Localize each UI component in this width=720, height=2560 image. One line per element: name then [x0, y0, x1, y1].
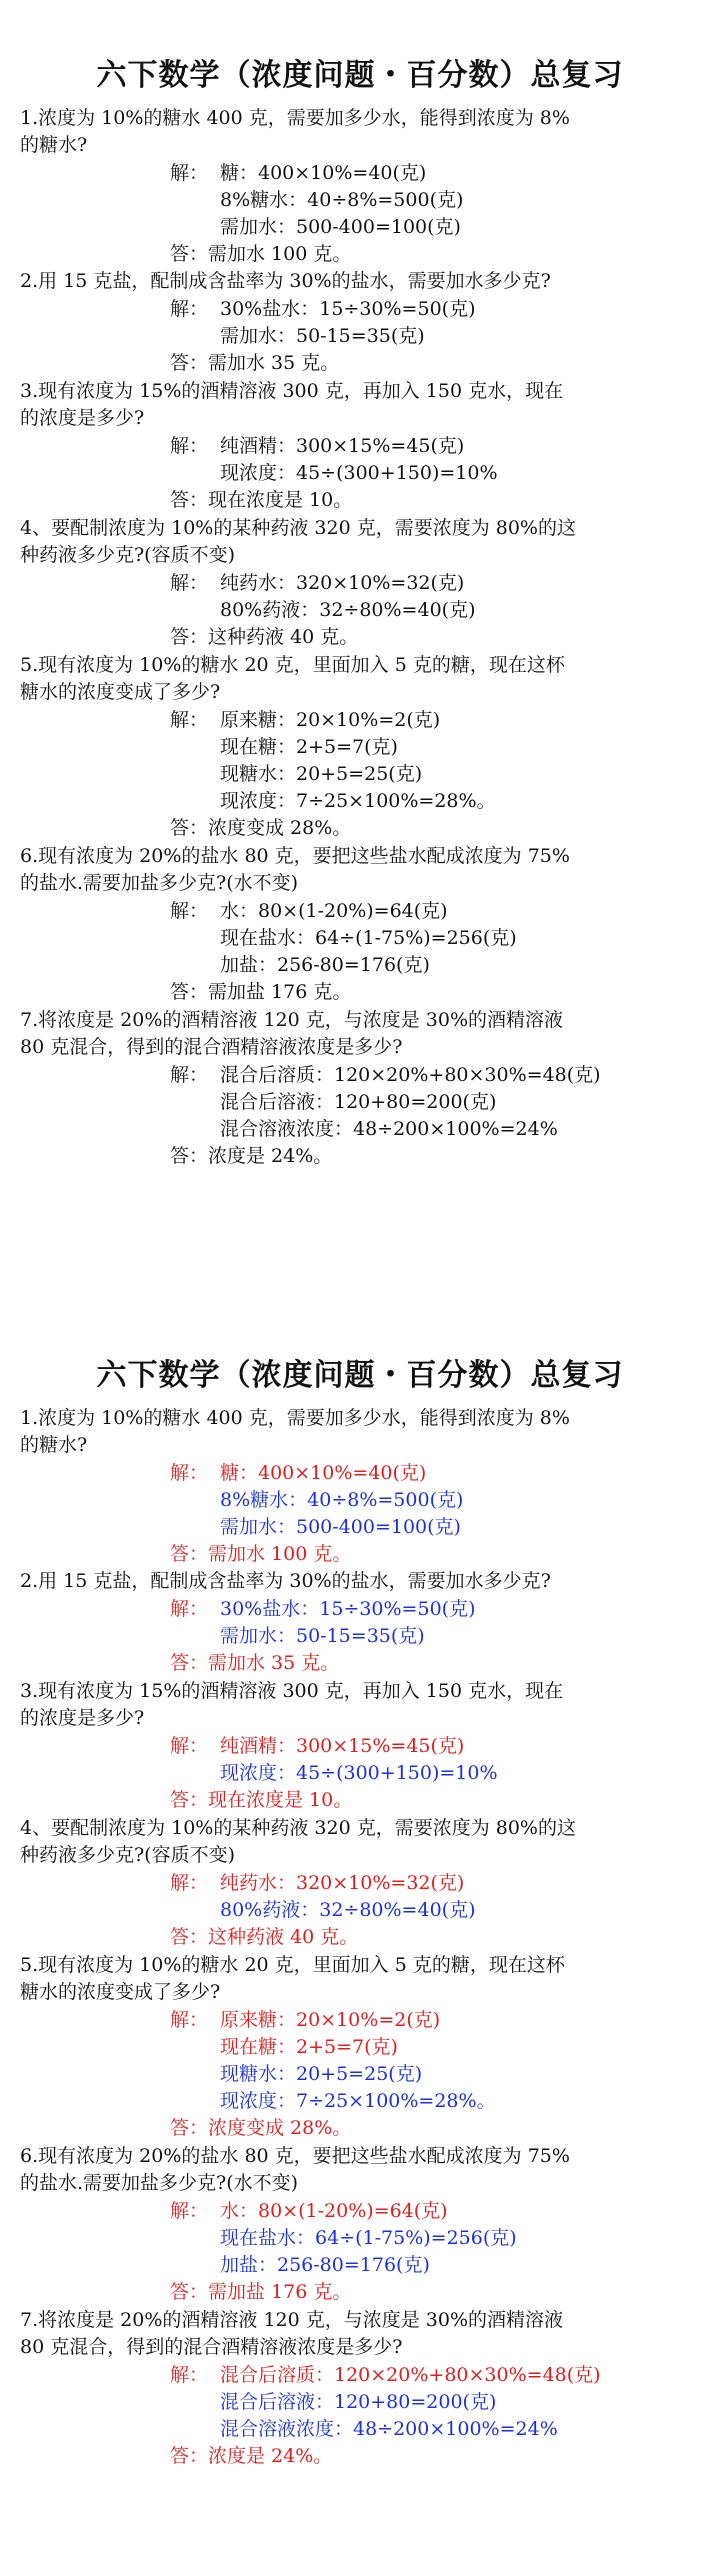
problem-4-question: 4、要配制浓度为 10%的某种药液 320 克，需要浓度为 80%的这 — [20, 1817, 576, 1839]
problem-5-step-1: 原来糖：20×10%=2(克) — [220, 2009, 441, 2031]
problem-5-solution-label: 解： — [170, 2009, 209, 2031]
problem-4-step-2: 80%药液：32÷80%=40(克) — [220, 1899, 476, 1921]
problem-2-solution-label: 解： — [170, 298, 209, 320]
problem-7-question-cont: 80 克混合，得到的混合酒精溶液浓度是多少? — [20, 1036, 403, 1058]
problem-3-step-2: 现浓度：45÷(300+150)=10% — [220, 462, 498, 484]
problem-5-step-3: 现糖水：20+5=25(克) — [220, 2063, 423, 2085]
problem-5-step-4: 现浓度：7÷25×100%=28%。 — [220, 2090, 496, 2112]
problem-1-step-2: 8%糖水：40÷8%=500(克) — [220, 1489, 464, 1511]
problem-6-step-3: 加盐：256-80=176(克) — [220, 954, 430, 976]
problem-1-answer: 答：需加水 100 克。 — [170, 243, 352, 265]
problem-6-solution-label: 解： — [170, 900, 209, 922]
worksheet-colored — [0, 1330, 720, 2560]
problem-4-question-cont: 种药液多少克?(容质不变) — [20, 1844, 236, 1866]
problem-4-answer: 答：这种药液 40 克。 — [170, 626, 359, 648]
problem-4-step-1: 纯药水：320×10%=32(克) — [220, 1872, 465, 1894]
problem-5-question-cont: 糖水的浓度变成了多少? — [20, 681, 221, 703]
problem-6-question-cont: 的盐水.需要加盐多少克?(水不变) — [20, 2172, 299, 2194]
problem-7-solution-label: 解： — [170, 2364, 209, 2386]
problem-6-question-cont: 的盐水.需要加盐多少克?(水不变) — [20, 872, 299, 894]
problem-7-step-2: 混合后溶液：120+80=200(克) — [220, 2391, 497, 2413]
problem-6-question: 6.现有浓度为 20%的盐水 80 克，要把这些盐水配成浓度为 75% — [20, 845, 570, 867]
problem-3-question-cont: 的浓度是多少? — [20, 407, 145, 429]
problem-2-solution-label: 解： — [170, 1598, 209, 1620]
problem-6-step-3: 加盐：256-80=176(克) — [220, 2254, 430, 2276]
problem-3-step-1: 纯酒精：300×15%=45(克) — [220, 435, 465, 457]
problem-6-step-1: 水：80×(1-20%)=64(克) — [220, 900, 448, 922]
problem-7-answer: 答：浓度是 24%。 — [170, 2445, 333, 2467]
problem-2-answer: 答：需加水 35 克。 — [170, 1652, 340, 1674]
problem-4-step-1: 纯药水：320×10%=32(克) — [220, 572, 465, 594]
problem-1-question-cont: 的糖水? — [20, 1434, 88, 1456]
problem-7-step-3: 混合溶液浓度：48÷200×100%=24% — [220, 2418, 558, 2440]
problem-3-step-2: 现浓度：45÷(300+150)=10% — [220, 1762, 498, 1784]
problem-7-solution-label: 解： — [170, 1064, 209, 1086]
problem-6-step-1: 水：80×(1-20%)=64(克) — [220, 2200, 448, 2222]
problem-6-answer: 答：需加盐 176 克。 — [170, 2281, 352, 2303]
problem-2-question: 2.用 15 克盐，配制成含盐率为 30%的盐水，需要加水多少克? — [20, 270, 551, 292]
worksheet-title: 六下数学（浓度问题・百分数）总复习 — [96, 1358, 624, 1393]
problem-5-step-2: 现在糖：2+5=7(克) — [220, 2036, 398, 2058]
problem-1-step-1: 糖：400×10%=40(克) — [220, 1462, 427, 1484]
problem-4-question: 4、要配制浓度为 10%的某种药液 320 克，需要浓度为 80%的这 — [20, 517, 576, 539]
problem-7-question-cont: 80 克混合，得到的混合酒精溶液浓度是多少? — [20, 2336, 403, 2358]
problem-5-answer: 答：浓度变成 28%。 — [170, 2117, 352, 2139]
problem-2-step-2: 需加水：50-15=35(克) — [220, 325, 425, 347]
problem-7-step-1: 混合后溶质：120×20%+80×30%=48(克) — [220, 2364, 601, 2386]
problem-6-solution-label: 解： — [170, 2200, 209, 2222]
problem-3-answer: 答：现在浓度是 10。 — [170, 1789, 353, 1811]
problem-5-solution-label: 解： — [170, 709, 209, 731]
problem-3-question: 3.现有浓度为 15%的酒精溶液 300 克，再加入 150 克水，现在 — [20, 380, 564, 402]
problem-4-question-cont: 种药液多少克?(容质不变) — [20, 544, 236, 566]
problem-1-question-cont: 的糖水? — [20, 134, 88, 156]
problem-3-solution-label: 解： — [170, 435, 209, 457]
problem-5-answer: 答：浓度变成 28%。 — [170, 817, 352, 839]
problem-4-step-2: 80%药液：32÷80%=40(克) — [220, 599, 476, 621]
problem-3-question-cont: 的浓度是多少? — [20, 1707, 145, 1729]
problem-7-question: 7.将浓度是 20%的酒精溶液 120 克，与浓度是 30%的酒精溶液 — [20, 2309, 564, 2331]
problem-6-question: 6.现有浓度为 20%的盐水 80 克，要把这些盐水配成浓度为 75% — [20, 2145, 570, 2167]
problem-5-question: 5.现有浓度为 10%的糖水 20 克，里面加入 5 克的糖，现在这杯 — [20, 654, 565, 676]
problem-1-question: 1.浓度为 10%的糖水 400 克，需要加多少水，能得到浓度为 8% — [20, 107, 570, 129]
problem-3-step-1: 纯酒精：300×15%=45(克) — [220, 1735, 465, 1757]
problem-4-solution-label: 解： — [170, 572, 209, 594]
problem-1-answer: 答：需加水 100 克。 — [170, 1543, 352, 1565]
problem-6-step-2: 现在盐水：64÷(1-75%)=256(克) — [220, 927, 517, 949]
problem-7-question: 7.将浓度是 20%的酒精溶液 120 克，与浓度是 30%的酒精溶液 — [20, 1009, 564, 1031]
problem-3-answer: 答：现在浓度是 10。 — [170, 489, 353, 511]
problem-1-step-3: 需加水：500-400=100(克) — [220, 1516, 461, 1538]
problem-1-solution-label: 解： — [170, 162, 209, 184]
problem-4-answer: 答：这种药液 40 克。 — [170, 1926, 359, 1948]
problem-2-step-1: 30%盐水：15÷30%=50(克) — [220, 298, 476, 320]
problem-2-answer: 答：需加水 35 克。 — [170, 352, 340, 374]
problem-7-answer: 答：浓度是 24%。 — [170, 1145, 333, 1167]
problem-6-step-2: 现在盐水：64÷(1-75%)=256(克) — [220, 2227, 517, 2249]
problem-7-step-3: 混合溶液浓度：48÷200×100%=24% — [220, 1118, 558, 1140]
problem-7-step-1: 混合后溶质：120×20%+80×30%=48(克) — [220, 1064, 601, 1086]
problem-1-step-2: 8%糖水：40÷8%=500(克) — [220, 189, 464, 211]
problem-2-step-2: 需加水：50-15=35(克) — [220, 1625, 425, 1647]
problem-5-step-3: 现糖水：20+5=25(克) — [220, 763, 423, 785]
problem-5-question: 5.现有浓度为 10%的糖水 20 克，里面加入 5 克的糖，现在这杯 — [20, 1954, 565, 1976]
problem-7-step-2: 混合后溶液：120+80=200(克) — [220, 1091, 497, 1113]
problem-3-solution-label: 解： — [170, 1735, 209, 1757]
problem-1-step-3: 需加水：500-400=100(克) — [220, 216, 461, 238]
problem-3-question: 3.现有浓度为 15%的酒精溶液 300 克，再加入 150 克水，现在 — [20, 1680, 564, 1702]
problem-5-question-cont: 糖水的浓度变成了多少? — [20, 1981, 221, 2003]
problem-5-step-2: 现在糖：2+5=7(克) — [220, 736, 398, 758]
worksheet-title: 六下数学（浓度问题・百分数）总复习 — [96, 58, 624, 93]
problem-1-solution-label: 解： — [170, 1462, 209, 1484]
problem-1-step-1: 糖：400×10%=40(克) — [220, 162, 427, 184]
problem-2-step-1: 30%盐水：15÷30%=50(克) — [220, 1598, 476, 1620]
problem-6-answer: 答：需加盐 176 克。 — [170, 981, 352, 1003]
problem-2-question: 2.用 15 克盐，配制成含盐率为 30%的盐水，需要加水多少克? — [20, 1570, 551, 1592]
problem-5-step-1: 原来糖：20×10%=2(克) — [220, 709, 441, 731]
problem-4-solution-label: 解： — [170, 1872, 209, 1894]
problem-5-step-4: 现浓度：7÷25×100%=28%。 — [220, 790, 496, 812]
problem-1-question: 1.浓度为 10%的糖水 400 克，需要加多少水，能得到浓度为 8% — [20, 1407, 570, 1429]
